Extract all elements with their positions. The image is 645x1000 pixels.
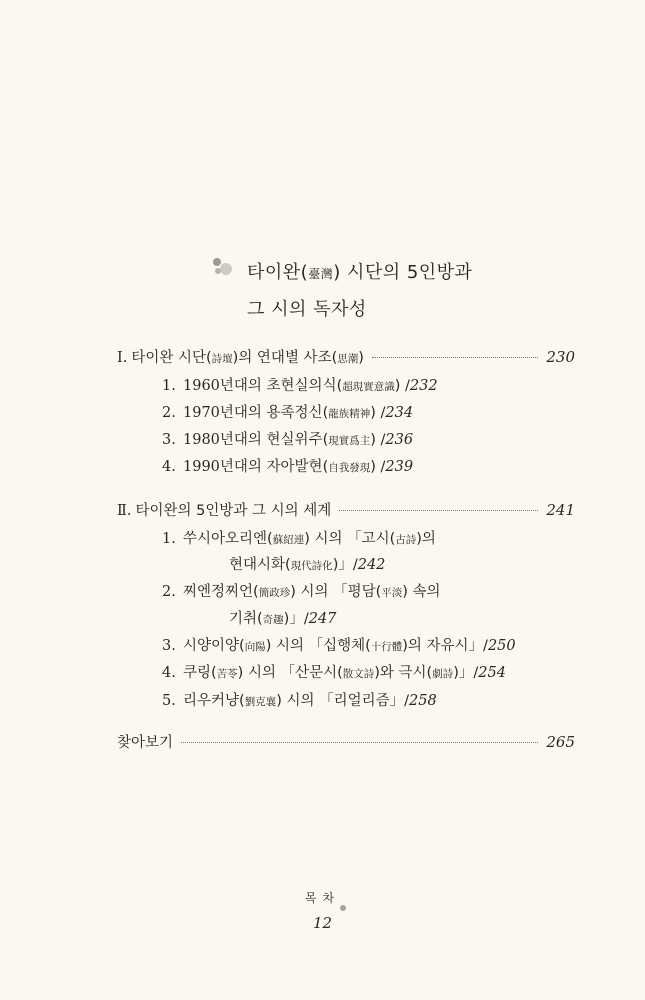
toc-item-2-1[interactable]: 1. 쑤시아오리엔( 蘇紹連 ) 시의 「고시( 古詩 )의 <box>162 531 436 547</box>
toc-item-2-1-cont[interactable]: 현대시화( 現代詩化 )」/ 242 <box>229 557 386 573</box>
index-label: 찾아보기 <box>117 735 174 751</box>
section-1-page: 230 <box>546 348 575 366</box>
section-2-page: 241 <box>546 501 575 519</box>
chapter-title-line2: 그 시의 독자성 <box>247 299 367 320</box>
section-1-title: Ⅰ. 타이완 시단(詩壇)의 연대별 사조(思潮) <box>117 350 364 366</box>
toc-item-1-4[interactable]: 4. 1990 년대의 자아발현( 自我發現 ) / 239 <box>162 459 414 475</box>
footer-label: 목차 <box>304 891 341 905</box>
chapter-title-line1: 타이완(臺灣) 시단의 5인방과 <box>247 262 473 283</box>
toc-item-2-2[interactable]: 2. 찌엔정찌언( 簡政珍 ) 시의 「평담( 平淡 ) 속의 <box>162 584 441 600</box>
section-2-title: Ⅱ. 타이완의 5인방과 그 시의 세계 <box>117 503 332 519</box>
index-page: 265 <box>546 733 575 751</box>
page-number: 12 <box>312 914 333 932</box>
toc-item-2-3[interactable]: 3. 시양이양( 向陽 ) 시의 「십행체( 十行體 )의 자유시」/ 250 <box>162 638 516 654</box>
dot-leader <box>339 510 538 511</box>
ornament-icon <box>213 258 239 278</box>
toc-item-1-2[interactable]: 2. 1970 년대의 용족정신( 龍族精神 ) / 234 <box>162 405 414 421</box>
toc-section-1[interactable] <box>117 346 575 367</box>
toc-item-2-2-cont[interactable]: 기취( 奇趣 )」/ 247 <box>229 611 337 627</box>
toc-item-1-1[interactable]: 1. 1960 년대의 초현실의식( 超現實意識 ) / 232 <box>162 378 438 394</box>
dot-leader <box>372 357 538 358</box>
toc-item-1-3[interactable]: 3. 1980 년대의 현실위주( 現實爲主 ) / 236 <box>162 432 414 448</box>
toc-item-2-5[interactable]: 5. 리우커냥( 劉克襄 ) 시의 「리얼리즘」/ 258 <box>162 693 437 709</box>
toc-index[interactable] <box>117 731 575 752</box>
footer-dot-icon <box>340 905 346 911</box>
toc-section-2[interactable] <box>117 499 575 520</box>
toc-item-2-4[interactable]: 4. 쿠링( 苦苓 ) 시의 「산문시( 散文詩 )와 극시( 劇詩 )」/ 254 <box>162 665 506 681</box>
dot-leader <box>181 742 538 743</box>
